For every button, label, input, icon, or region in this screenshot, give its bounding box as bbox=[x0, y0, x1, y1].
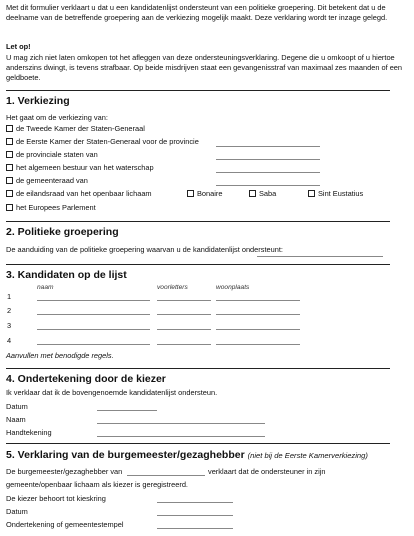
field-label-naam: Naam bbox=[6, 415, 26, 424]
field-label-datum: Datum bbox=[6, 402, 28, 411]
section5-text-c: gemeente/openbaar lichaam als kiezer is geregistreerd. bbox=[6, 480, 188, 489]
row-number: 1 bbox=[7, 292, 12, 301]
section5-text-a: De burgemeester/gezaghebber van bbox=[6, 467, 123, 476]
woonplaats-field[interactable] bbox=[216, 329, 300, 330]
naam-field[interactable] bbox=[37, 314, 150, 315]
island-sint-eustatius[interactable] bbox=[308, 189, 363, 199]
option-waterschap[interactable] bbox=[6, 163, 154, 173]
checkbox[interactable] bbox=[6, 164, 13, 171]
option-tweede-kamer[interactable] bbox=[6, 124, 145, 134]
naam-field[interactable] bbox=[97, 423, 265, 424]
column-voorletters: voorletters bbox=[157, 284, 188, 291]
field-label-ondertekening: Ondertekening of gemeentestempel bbox=[6, 520, 124, 529]
option-label: de eilandsraad van het openbaar lichaam bbox=[16, 189, 152, 198]
option-label: het Europees Parlement bbox=[16, 203, 96, 212]
section5-title-note: (niet bij de Eerste Kamerverkiezing) bbox=[247, 451, 368, 460]
voorletters-field[interactable] bbox=[157, 314, 211, 315]
voorletters-field[interactable] bbox=[157, 329, 211, 330]
divider bbox=[6, 264, 390, 265]
island-bonaire[interactable] bbox=[187, 189, 222, 199]
option-label: de Eerste Kamer der Staten-Generaal voor de provincie bbox=[16, 137, 199, 146]
section5-title-text: 5. Verklaring van de burgemeester/gezaghebber bbox=[6, 449, 245, 461]
section4-text: Ik verklaar dat ik de bovengenoemde kandidatenlijst ondersteun. bbox=[6, 388, 218, 397]
woonplaats-field[interactable] bbox=[216, 314, 300, 315]
field-label-datum: Datum bbox=[6, 507, 28, 516]
intro-text: Met dit formulier verklaart u dat u een kandidatenlijst ondersteunt van een politieke groepering. Dit betekent dat u de deelname van de betreffende groepering aan de verkiezing mogelijk maakt. Deze verklaring wordt ter inzage gelegd. bbox=[6, 3, 388, 22]
checkbox[interactable] bbox=[6, 190, 13, 197]
option-label: de Tweede Kamer der Staten-Generaal bbox=[16, 124, 145, 133]
ondertekening-field[interactable] bbox=[157, 528, 233, 529]
option-label: het algemeen bestuur van het waterschap bbox=[16, 163, 154, 172]
checkbox[interactable] bbox=[6, 125, 13, 132]
kieskring-field[interactable] bbox=[157, 502, 233, 503]
section2-text: De aanduiding van de politieke groepering waarvan u de kandidatenlijst ondersteunt: bbox=[6, 245, 283, 254]
option-gemeenteraad[interactable] bbox=[6, 176, 88, 186]
checkbox[interactable] bbox=[249, 190, 256, 197]
field-label-handtekening: Handtekening bbox=[6, 428, 52, 437]
option-europees-parlement[interactable] bbox=[6, 203, 96, 213]
woonplaats-field[interactable] bbox=[216, 344, 300, 345]
checkbox[interactable] bbox=[6, 177, 13, 184]
row-number: 3 bbox=[7, 321, 12, 330]
row-number: 2 bbox=[7, 306, 12, 315]
province-field[interactable] bbox=[216, 146, 320, 147]
naam-field[interactable] bbox=[37, 329, 150, 330]
datum-field[interactable] bbox=[157, 515, 233, 516]
warning-title: Let op! bbox=[6, 42, 31, 51]
burgemeester-field[interactable] bbox=[127, 475, 205, 476]
naam-field[interactable] bbox=[37, 300, 150, 301]
section1-title: 1. Verkiezing bbox=[6, 95, 70, 107]
groepering-field[interactable] bbox=[257, 256, 383, 257]
checkbox[interactable] bbox=[187, 190, 194, 197]
handtekening-field[interactable] bbox=[97, 436, 265, 437]
checkbox[interactable] bbox=[6, 204, 13, 211]
gemeenteraad-field[interactable] bbox=[216, 185, 320, 186]
island-saba[interactable] bbox=[249, 189, 276, 199]
warning-text: U mag zich niet laten omkopen tot het afleggen van deze ondersteuningsverklaring. Degene die u omkoopt of u hiertoe anderszins dwingt, is tevens strafbaar. Op beide misdrijven staat een gevangenisstraf van maximaal zes maanden of een geldboete. bbox=[6, 53, 403, 82]
woonplaats-field[interactable] bbox=[216, 300, 300, 301]
voorletters-field[interactable] bbox=[157, 300, 211, 301]
waterschap-field[interactable] bbox=[216, 172, 320, 173]
section3-title: 3. Kandidaten op de lijst bbox=[6, 269, 127, 281]
checkbox[interactable] bbox=[308, 190, 315, 197]
provinciale-staten-field[interactable] bbox=[216, 159, 320, 160]
divider bbox=[6, 221, 390, 222]
column-woonplaats: woonplaats bbox=[216, 284, 250, 291]
option-provinciale-staten[interactable] bbox=[6, 150, 98, 160]
datum-field[interactable] bbox=[97, 410, 157, 411]
section3-note: Aanvullen met benodigde regels. bbox=[6, 351, 114, 360]
checkbox[interactable] bbox=[6, 151, 13, 158]
island-label: Sint Eustatius bbox=[318, 189, 364, 198]
naam-field[interactable] bbox=[37, 344, 150, 345]
option-eerste-kamer[interactable] bbox=[6, 137, 199, 147]
field-label-kieskring: De kiezer behoort tot kieskring bbox=[6, 494, 106, 503]
option-eilandsraad[interactable] bbox=[6, 189, 152, 199]
section5-title bbox=[6, 450, 368, 462]
section1-question: Het gaat om de verkiezing van: bbox=[6, 113, 108, 122]
voorletters-field[interactable] bbox=[157, 344, 211, 345]
divider bbox=[6, 443, 390, 444]
row-number: 4 bbox=[7, 336, 12, 345]
column-naam: naam bbox=[37, 284, 54, 291]
section5-text-b: verklaart dat de ondersteuner in zijn bbox=[208, 467, 326, 476]
divider bbox=[6, 90, 390, 91]
section2-title: 2. Politieke groepering bbox=[6, 226, 119, 238]
island-label: Bonaire bbox=[197, 189, 223, 198]
checkbox[interactable] bbox=[6, 138, 13, 145]
island-label: Saba bbox=[259, 189, 277, 198]
section4-title: 4. Ondertekening door de kiezer bbox=[6, 373, 166, 385]
option-label: de provinciale staten van bbox=[16, 150, 98, 159]
divider bbox=[6, 368, 390, 369]
option-label: de gemeenteraad van bbox=[16, 176, 88, 185]
